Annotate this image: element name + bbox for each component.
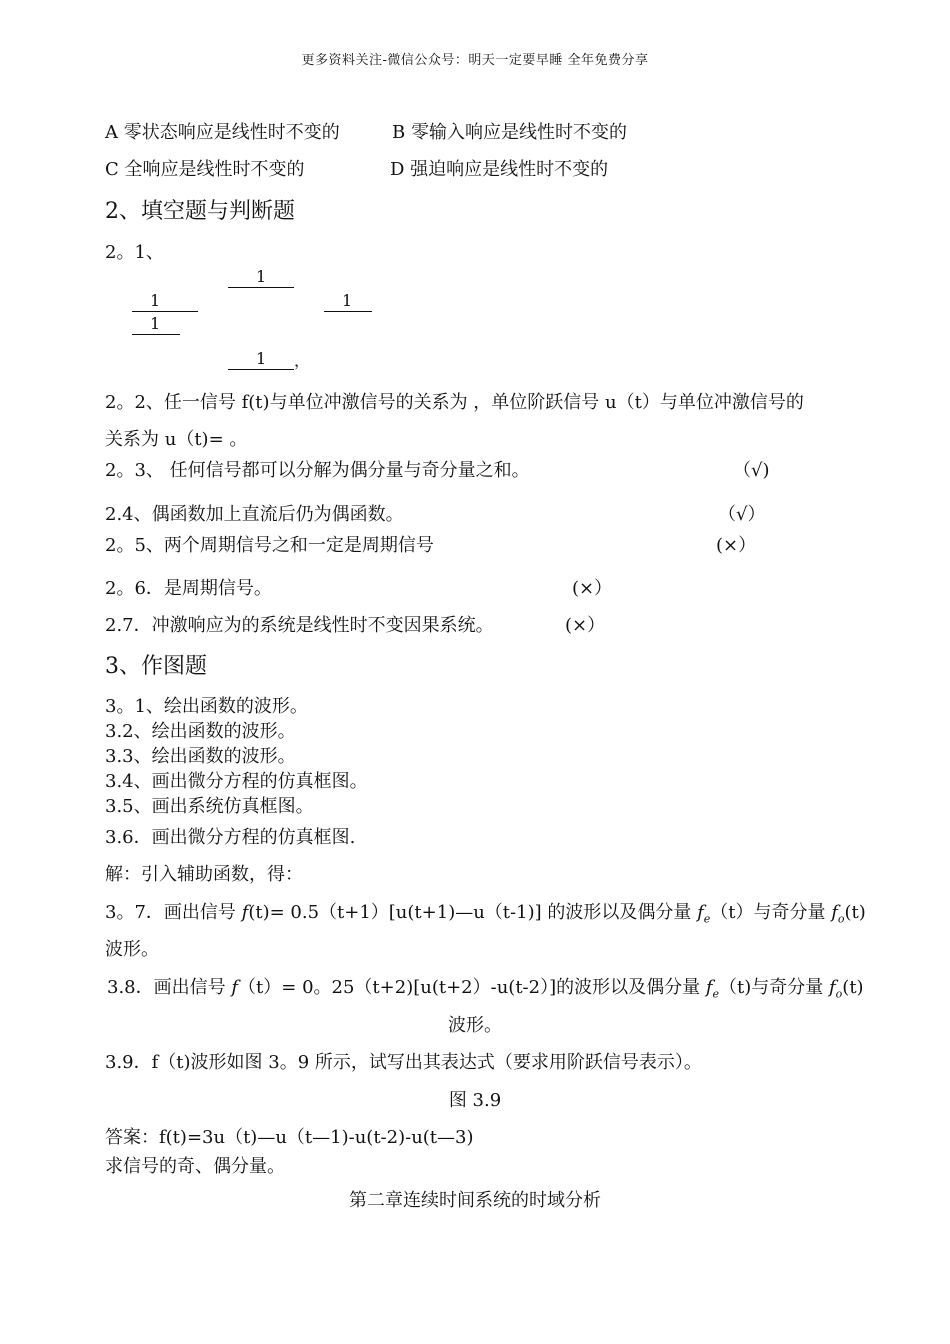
question-2-2-line2: 关系为 u（t)= 。 — [105, 429, 248, 450]
option-b: B 零输入响应是线性时不变的 — [392, 122, 627, 143]
q37-body: (t)= 0.5（t+1）[u(t+1)—u（t-1)] 的波形以及偶分量 — [248, 902, 698, 923]
blank-line — [132, 311, 198, 312]
page-header: 更多资料关注-微信公众号：明天一定要早睡 全年免费分享 — [301, 53, 649, 68]
blank-comma: ， — [294, 351, 311, 370]
question-3-7-line2: 波形。 — [105, 939, 159, 960]
blank-value: 1 — [256, 349, 267, 368]
section-3-title: 3、作图题 — [105, 654, 207, 679]
answer-2-4: （√） — [718, 504, 766, 525]
answer-2-7: (×） — [565, 615, 606, 636]
question-2-6: 2。6．是周期信号。 — [105, 578, 272, 599]
q37-fe: $f_e$ — [697, 902, 711, 926]
q37-f: f — [241, 902, 249, 923]
question-3-9: 3.9．f（t)波形如图 3。9 所示，试写出其表达式（要求用阶跃信号表示）。 — [105, 1052, 702, 1073]
question-3-6: 3.6．画出微分方程的仿真框图. — [105, 827, 356, 848]
blank-line — [228, 287, 294, 288]
question-3-1: 3。1、绘出函数的波形。 — [105, 696, 308, 717]
q37-mid: （t）与奇分量 — [710, 902, 832, 923]
blank-value: 1 — [256, 267, 267, 286]
question-3-10: 求信号的奇、偶分量。 — [105, 1156, 285, 1177]
q38-fo: $f_o$ — [829, 977, 843, 1001]
question-2-5: 2。5、两个周期信号之和一定是周期信号 — [105, 535, 434, 556]
option-a: A 零状态响应是线性时不变的 — [105, 122, 340, 143]
answer-2-5: (×） — [716, 535, 757, 556]
answer-2-6: (×） — [572, 578, 613, 599]
figure-caption: 图 3.9 — [448, 1090, 502, 1111]
solution-line: 解：引入辅助函数，得： — [105, 864, 303, 885]
question-2-4: 2.4、偶函数加上直流后仍为偶函数。 — [105, 504, 404, 525]
chapter-title: 第二章连续时间系统的时域分析 — [349, 1190, 601, 1211]
answer-2-3: （√) — [733, 460, 770, 481]
question-3-5: 3.5、画出系统仿真框图。 — [105, 796, 314, 817]
q37-prefix: 3。7．画出信号 — [105, 902, 242, 923]
section-2-title: 2、填空题与判断题 — [105, 199, 295, 224]
blank-value: 1 — [150, 291, 161, 310]
q38-body: （t）= 0。25（t+2)[u(t+2）-u(t-2）]的波形以及偶分量 — [238, 977, 706, 998]
option-d: D 强迫响应是线性时不变的 — [390, 159, 609, 180]
question-2-3: 2。3、 任何信号都可以分解为偶分量与奇分量之和。 — [105, 460, 530, 481]
question-2-1: 2。1、 — [105, 242, 164, 263]
q38-f: f — [231, 977, 239, 998]
question-2-7: 2.7．冲激响应为的系统是线性时不变因果系统。 — [105, 615, 494, 636]
blank-line — [228, 369, 294, 370]
question-3-4: 3.4、画出微分方程的仿真框图。 — [105, 771, 368, 792]
q38-mid: （t)与奇分量 — [719, 977, 829, 998]
question-3-8 — [107, 977, 864, 1006]
option-c: C 全响应是线性时不变的 — [105, 159, 305, 180]
answer-3-9: 答案：f(t)=3u（t)—u（t—1)-u(t-2)-u(t—3) — [105, 1127, 474, 1148]
question-3-2: 3.2、绘出函数的波形。 — [105, 721, 296, 742]
question-3-3: 3.3、绘出函数的波形。 — [105, 746, 296, 767]
q38-end: (t) — [842, 977, 864, 998]
q38-fe: $f_e$ — [705, 977, 720, 1001]
q37-end: (t) — [844, 902, 866, 923]
q37-fo: $f_o$ — [831, 902, 845, 926]
blank-line — [132, 334, 180, 335]
blank-value: 1 — [342, 291, 353, 310]
blank-value: 1 — [150, 314, 161, 333]
question-3-8-line2: 波形。 — [448, 1015, 502, 1036]
q38-prefix: 3.8．画出信号 — [107, 977, 232, 998]
blank-line — [324, 311, 372, 312]
question-3-7 — [105, 902, 866, 931]
question-2-2-line1: 2。2、任一信号 f(t)与单位冲激信号的关系为 ，单位阶跃信号 u（t）与单位冲激信号的 — [105, 392, 804, 413]
